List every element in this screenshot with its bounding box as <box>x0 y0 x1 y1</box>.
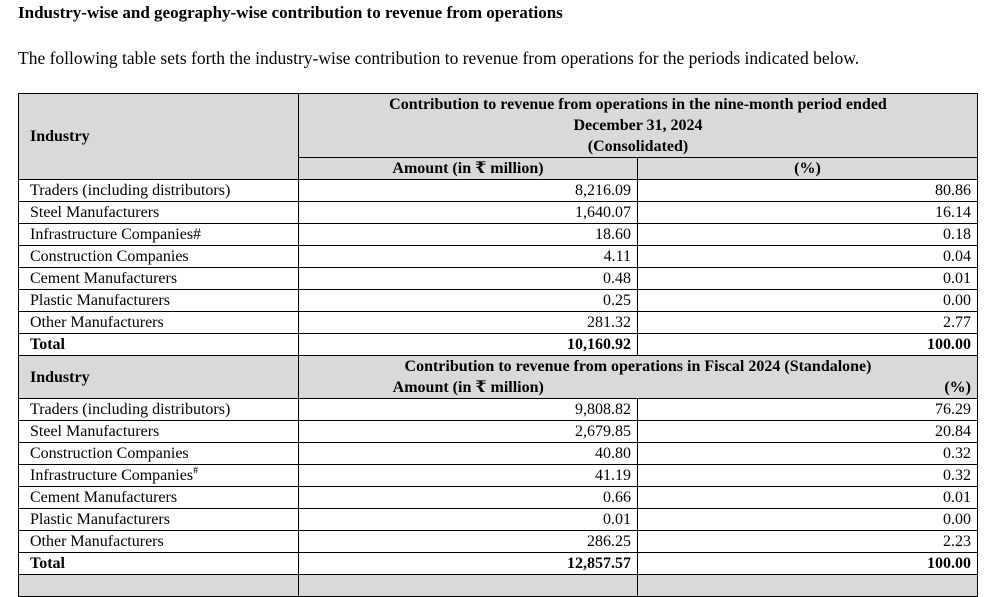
total-amount: 10,160.92 <box>299 334 638 356</box>
pct-cell: 16.14 <box>638 202 978 224</box>
amount-cell: 286.25 <box>299 531 638 553</box>
industry-name: Cement Manufacturers <box>19 268 299 290</box>
intro-paragraph: The following table sets forth the industry-wise contribution to revenue from operations for the periods indicated below. <box>18 48 860 68</box>
amount-cell: 40.80 <box>299 443 638 465</box>
industry-name: Construction Companies <box>19 246 299 268</box>
industry-name: Other Manufacturers <box>19 312 299 334</box>
industry-name <box>19 465 299 487</box>
table-row <box>19 509 978 531</box>
total-row <box>19 334 978 356</box>
pct-header: (%) <box>638 377 978 399</box>
pct-cell: 0.01 <box>638 487 978 509</box>
industry-header: Industry <box>19 94 299 180</box>
total-row <box>19 553 978 575</box>
industry-name: Infrastructure Companies# <box>19 224 299 246</box>
industry-name: Plastic Manufacturers <box>19 509 299 531</box>
table-row <box>19 399 978 421</box>
pct-cell: 20.84 <box>638 421 978 443</box>
industry-name: Steel Manufacturers <box>19 421 299 443</box>
amount-cell: 4.11 <box>299 246 638 268</box>
pct-cell: 0.01 <box>638 268 978 290</box>
table-row <box>19 421 978 443</box>
caption-line-1: Contribution to revenue from operations in the nine-month period ended <box>299 94 978 116</box>
amount-cell: 18.60 <box>299 224 638 246</box>
section-heading: Industry-wise and geography-wise contribution to revenue from operations <box>18 3 563 22</box>
pct-cell: 2.23 <box>638 531 978 553</box>
table-row <box>19 180 978 202</box>
industry-header: Industry <box>19 356 299 399</box>
total-pct: 100.00 <box>638 553 978 575</box>
industry-revenue-table <box>18 93 978 597</box>
table-bottom-edge <box>638 575 978 597</box>
table-row <box>19 443 978 465</box>
pct-cell: 76.29 <box>638 399 978 421</box>
total-amount: 12,857.57 <box>299 553 638 575</box>
pct-cell: 0.32 <box>638 443 978 465</box>
table-row <box>19 246 978 268</box>
total-label: Total <box>19 553 299 575</box>
amount-cell: 0.25 <box>299 290 638 312</box>
table-row <box>19 290 978 312</box>
pct-cell: 0.00 <box>638 290 978 312</box>
pct-header: (%) <box>638 158 978 180</box>
industry-name: Other Manufacturers <box>19 531 299 553</box>
industry-name: Plastic Manufacturers <box>19 290 299 312</box>
pct-cell: 0.00 <box>638 509 978 531</box>
pct-cell: 2.77 <box>638 312 978 334</box>
amount-cell: 0.01 <box>299 509 638 531</box>
caption-line-3: (Consolidated) <box>299 136 978 158</box>
amount-cell: 281.32 <box>299 312 638 334</box>
pct-cell: 0.04 <box>638 246 978 268</box>
pct-cell: 0.18 <box>638 224 978 246</box>
amount-cell: 41.19 <box>299 465 638 487</box>
amount-cell: 9,808.82 <box>299 399 638 421</box>
amount-cell: 8,216.09 <box>299 180 638 202</box>
table-row <box>19 465 978 487</box>
amount-header: Amount (in ₹ million) <box>299 158 638 180</box>
industry-name: Steel Manufacturers <box>19 202 299 224</box>
amount-cell: 2,679.85 <box>299 421 638 443</box>
industry-name: Traders (including distributors) <box>19 399 299 421</box>
table-row <box>19 268 978 290</box>
footnote-marker: # <box>193 465 199 477</box>
caption: Contribution to revenue from operations in Fiscal 2024 (Standalone) <box>299 356 978 378</box>
table-row <box>19 531 978 553</box>
table-bottom-edge <box>299 575 638 597</box>
pct-cell: 80.86 <box>638 180 978 202</box>
table-bottom-edge <box>19 575 299 597</box>
pct-cell: 0.32 <box>638 465 978 487</box>
total-pct: 100.00 <box>638 334 978 356</box>
industry-name: Traders (including distributors) <box>19 180 299 202</box>
industry-name: Construction Companies <box>19 443 299 465</box>
industry-name: Cement Manufacturers <box>19 487 299 509</box>
amount-cell: 0.48 <box>299 268 638 290</box>
table-row <box>19 487 978 509</box>
table-row <box>19 202 978 224</box>
industry-name-text: Infrastructure Companies <box>30 467 194 484</box>
table-row <box>19 312 978 334</box>
amount-cell: 0.66 <box>299 487 638 509</box>
table-row <box>19 224 978 246</box>
amount-header: Amount (in ₹ million) <box>299 377 638 399</box>
caption-line-2: December 31, 2024 <box>299 115 978 136</box>
total-label: Total <box>19 334 299 356</box>
amount-cell: 1,640.07 <box>299 202 638 224</box>
